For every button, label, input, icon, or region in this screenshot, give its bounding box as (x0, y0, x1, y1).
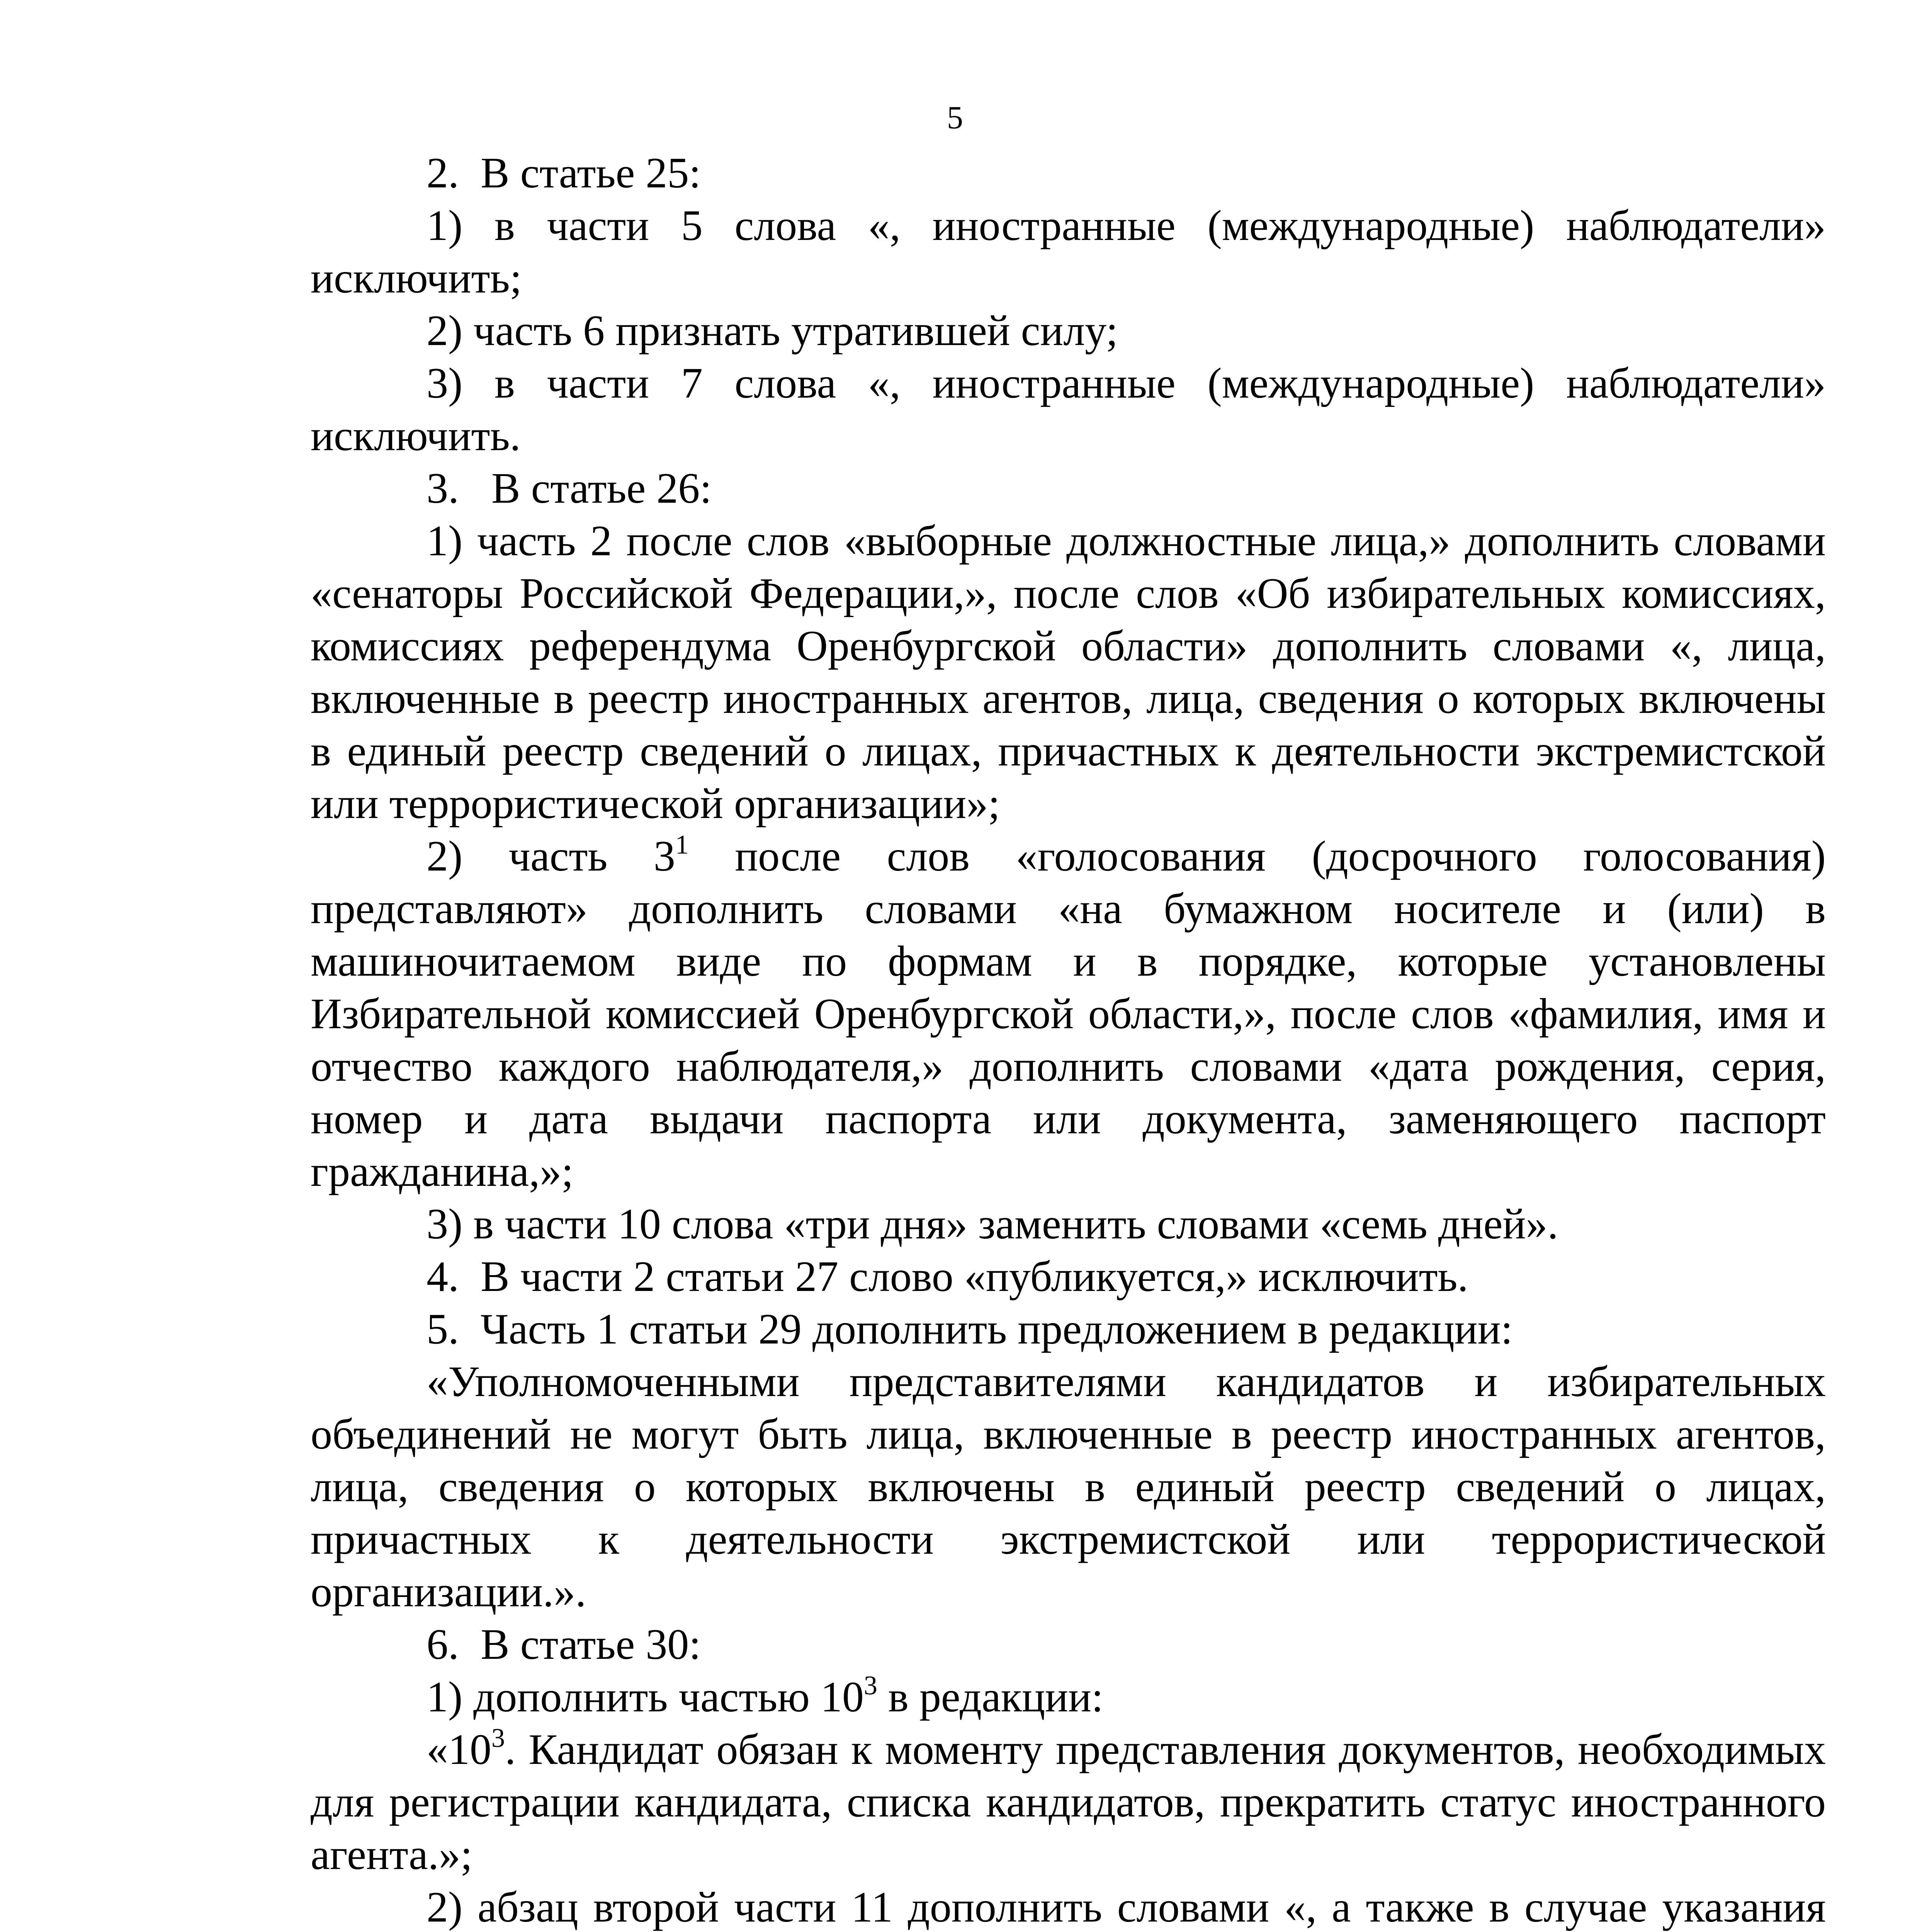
paragraph-6-2: 2) абзац второй части 11 дополнить словами «, а также в случае указания (427, 1883, 1826, 1931)
paragraph-3: 3. В статье 26: (427, 464, 712, 512)
paragraph-3-1: 1) часть 2 после слов «выборные должностные лица,» дополнить словами «сенаторы Российской Федерации,», после слов «Об избирательных комиссиях, комиссиях референдума Оренбургской области» дополнить словами «, лица, включенные в реестр иностранных агентов, лица, сведения о которых включены в единый реестр сведений о лицах, причастных к деятельности экстремистской или террористической организации»; (311, 517, 1826, 828)
paragraph-6: 6. В статье 30: (427, 1621, 701, 1668)
document-body (311, 147, 1826, 1932)
paragraph-2: 2. В статье 25: (427, 149, 701, 197)
paragraph-3-2: 2) часть $3^1$ после слов «голосования (досрочного голосования) представляют» дополнить словами «на бумажном носителе и (или) в машиночитаемом виде по формам и в порядке, которые установлены Избирательной комиссией Оренбургской области,», после слов «фамилия, имя и отчество каждого наблюдателя,» дополнить словами «дата рождения, серия, номер и дата выдачи паспорта или документа, заменяющего паспорт гражданина,»; (311, 830, 1826, 1196)
page-number: 5 (947, 100, 963, 136)
paragraph-3-3: 3) в части 10 слова «три дня» заменить словами «семь дней». (427, 1200, 1558, 1248)
paragraph-4: 4. В части 2 статьи 27 слово «публикуется,» исключить. (427, 1253, 1468, 1301)
paragraph-2-3: 3) в части 7 слова «, иностранные (международные) наблюдатели» исключить. (311, 359, 1826, 460)
paragraph-6-1-quote: «$10^3$. Кандидат обязан к моменту представления документов, необходимых для регистрации кандидата, списка кандидатов, прекратить статус иностранного агента.»; (311, 1723, 1826, 1879)
paragraph-2-2: 2) часть 6 признать утратившей силу; (427, 307, 1118, 355)
paragraph-5-quote: «Уполномоченными представителями кандидатов и избирательных объединений не могут быть лица, включенные в реестр иностранных агентов, лица, сведения о которых включены в единый реестр сведений о лицах, причастных к деятельности экстремистской или террористической организации.». (311, 1358, 1826, 1616)
paragraph-6-1: 1) дополнить частью $10^3$ в редакции: (427, 1670, 1104, 1721)
paragraph-2-1: 1) в части 5 слова «, иностранные (международные) наблюдатели» исключить; (311, 202, 1826, 302)
paragraph-5: 5. Часть 1 статьи 29 дополнить предложением в редакции: (427, 1305, 1513, 1353)
